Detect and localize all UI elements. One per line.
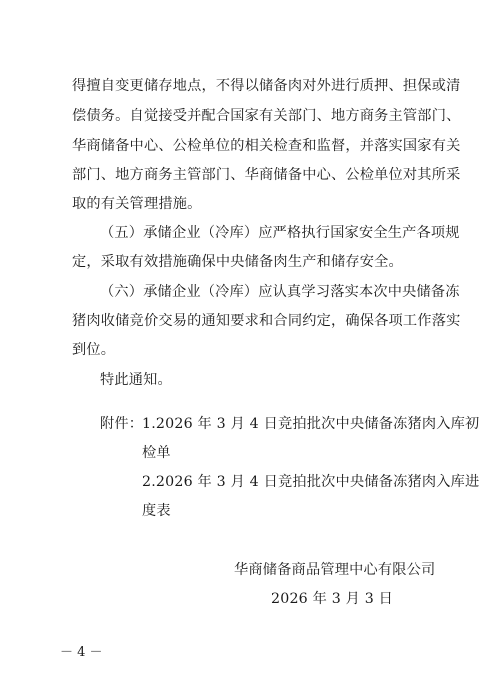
body-text-line: 得擅自变更储存地点，不得以储备肉对外进行质押、担保或清: [72, 78, 461, 94]
body-text-line: 部门、地方商务主管部门、华商储备中心、公检单位对其所采: [72, 167, 461, 183]
signature-date: 2026 年 3 月 3 日: [271, 591, 394, 607]
item-6-line: 猪肉收储竞价交易的通知要求和合同约定，确保各项工作落实: [72, 313, 461, 329]
page-number: － 4 －: [60, 645, 103, 660]
item-6-line: 到位。: [72, 342, 116, 358]
attachment-2: 2.2026 年 3 月 4 日竞拍批次中央储备冻猪肉入库进: [142, 474, 480, 490]
item-5-line: （五）承储企业（冷库）应严格执行国家安全生产各项规: [100, 225, 460, 241]
attachment-1-cont: 检单: [142, 445, 171, 461]
attachment-2-cont: 度表: [142, 503, 171, 519]
item-6-line: （六）承储企业（冷库）应认真学习落实本次中央储备冻: [100, 284, 460, 300]
attachment-1: 1.2026 年 3 月 4 日竞拍批次中央储备冻猪肉入库初: [142, 416, 480, 432]
body-text-line: 华商储备中心、公检单位的相关检查和监督，并落实国家有关: [72, 138, 461, 154]
item-5-line: 定，采取有效措施确保中央储备肉生产和储存安全。: [72, 254, 403, 270]
body-text-line: 偿债务。自觉接受并配合国家有关部门、地方商务主管部门、: [72, 108, 461, 124]
closing-text: 特此通知。: [100, 372, 172, 388]
body-text-line: 取的有关管理措施。: [72, 196, 202, 212]
signature-org: 华商储备商品管理中心有限公司: [234, 562, 436, 578]
attachments-label: 附件：: [100, 416, 144, 432]
